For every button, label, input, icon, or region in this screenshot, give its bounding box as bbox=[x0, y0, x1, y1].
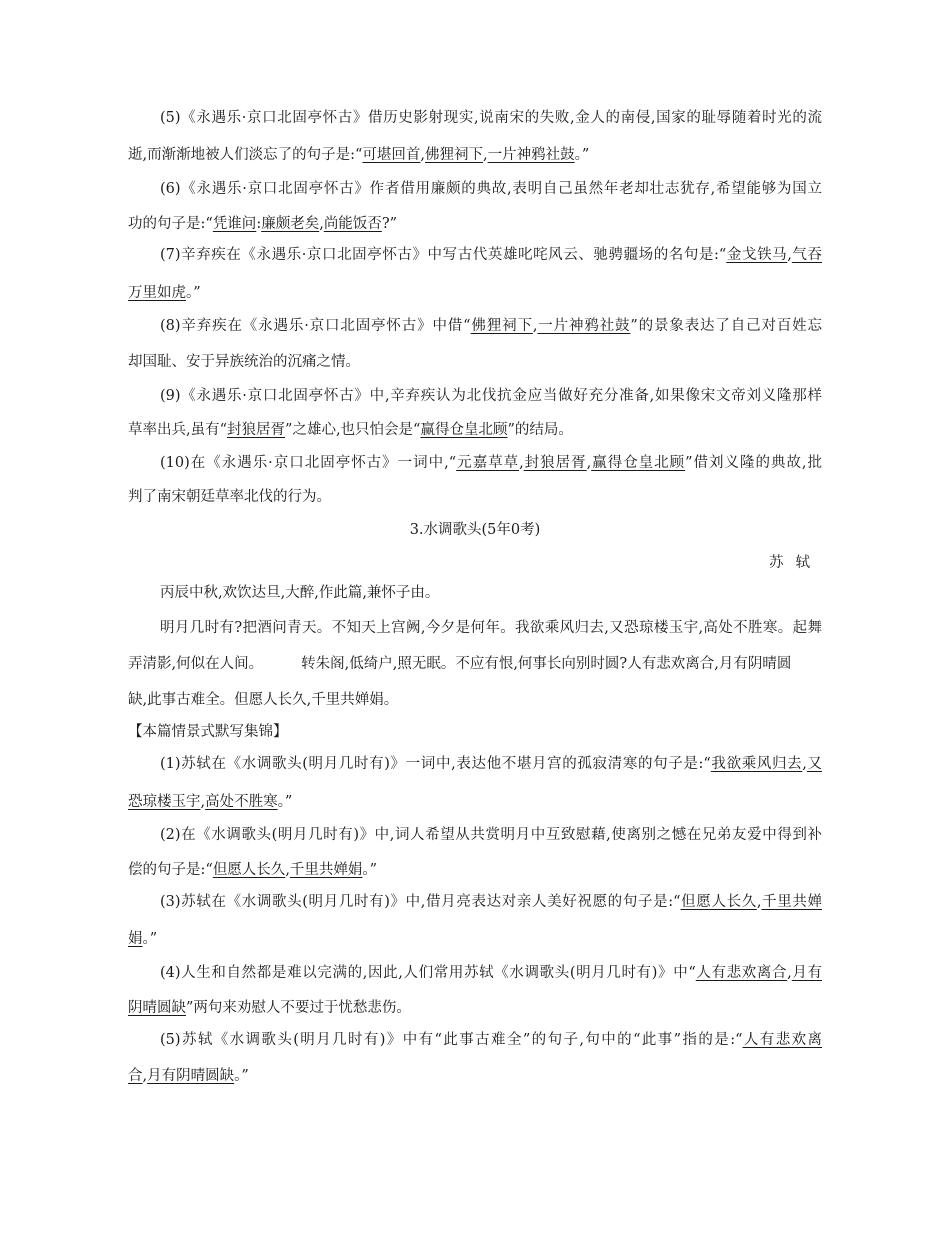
text-span: (5)苏轼《水调歌头(明月几时有)》中有“此事古难全”的句子,句中的“此事”指的是:“ bbox=[160, 1032, 743, 1048]
question-2-line-1 bbox=[160, 825, 822, 845]
punct: 。” bbox=[574, 147, 590, 163]
item-9-line-1 bbox=[160, 386, 822, 406]
punct: , bbox=[802, 756, 807, 772]
answer-underline: 一片神鸦社鼓 bbox=[537, 318, 631, 334]
punct: , bbox=[285, 862, 290, 878]
question-2-line-2 bbox=[128, 860, 822, 880]
section-title bbox=[128, 722, 822, 742]
poem-text: 弄清影,何似在人间。 bbox=[128, 656, 264, 672]
poem-preface-text: 丙辰中秋,欢饮达旦,大醉,作此篇,兼怀子由。 bbox=[160, 585, 440, 601]
question-1-line-1 bbox=[160, 754, 822, 774]
answer-underline: 娟 bbox=[128, 931, 143, 947]
poem-line-3 bbox=[128, 690, 822, 710]
item-7-line-1 bbox=[160, 245, 822, 265]
answer-underline: 凭谁问 bbox=[212, 216, 257, 232]
answer-underline: 封狼居胥 bbox=[523, 455, 587, 471]
text-span: 草率出兵,虽有“ bbox=[128, 422, 228, 438]
punct: , bbox=[787, 247, 792, 263]
answer-underline: 我欲乘风归去 bbox=[710, 756, 803, 772]
answer-underline: 廉颇老矣 bbox=[261, 216, 320, 232]
answer-underline: 元嘉草草 bbox=[456, 455, 520, 471]
answer-underline: 又 bbox=[806, 756, 822, 772]
punct: 。” bbox=[142, 931, 158, 947]
poem-text: 明月几时有?把酒问青天。不知天上宫阙,今夕是何年。我欲乘风归去,又恐琼楼玉宇,高处不胜寒。起舞 bbox=[160, 620, 822, 636]
text-span: (5)《永遇乐·京口北固亭怀古》借历史影射现实,说南宋的失败,金人的南侵,国家的耻辱随着时光的流 bbox=[160, 110, 822, 126]
punct: 。” bbox=[362, 862, 378, 878]
poem-title bbox=[0, 520, 950, 540]
punct: , bbox=[519, 455, 524, 471]
answer-underline: 封狼居胥 bbox=[227, 422, 286, 438]
text-span: (3)苏轼在《水调歌头(明月几时有)》中,借月亮表达对亲人美好祝愿的句子是:“ bbox=[160, 894, 681, 910]
poem-line-1 bbox=[160, 618, 822, 638]
question-5-line-1 bbox=[160, 1030, 822, 1050]
question-4-line-1 bbox=[160, 963, 822, 983]
item-6-line-2 bbox=[128, 214, 822, 234]
text-span: (8)辛弃疾在《永遇乐·京口北固亭怀古》中借“ bbox=[160, 318, 471, 334]
answer-underline: 人有悲欢离合 bbox=[695, 965, 788, 981]
text-span: 功的句子是:“ bbox=[128, 216, 213, 232]
item-10-line-1 bbox=[160, 453, 822, 473]
text-span: 偿的句子是:“ bbox=[128, 862, 213, 878]
punct: , bbox=[756, 894, 762, 910]
punct: , bbox=[586, 455, 592, 471]
answer-underline: 佛狸祠下 bbox=[470, 318, 533, 334]
answer-underline: 人有悲欢离 bbox=[742, 1032, 822, 1048]
answer-underline: 恐琼楼玉宇 bbox=[128, 794, 201, 810]
punct: , bbox=[420, 147, 426, 163]
answer-underline: 赢得仓皇北顾 bbox=[420, 422, 508, 438]
text-span: (2)在《水调歌头(明月几时有)》中,词人希望从共赏明月中互致慰藉,使离别之憾在兄弟友爱中得到补 bbox=[160, 827, 822, 843]
question-4-line-2 bbox=[128, 998, 822, 1018]
answer-underline: 气吞 bbox=[791, 247, 822, 263]
punct: , bbox=[142, 1068, 148, 1084]
text-span: (6)《永遇乐·京口北固亭怀古》作者借用廉颇的典故,表明自己虽然年老却壮志犹存,希望能够为国立 bbox=[160, 181, 822, 197]
section-title-text: 【本篇情景式默写集锦】 bbox=[128, 724, 288, 740]
text-span: ”借刘义隆的典故,批 bbox=[685, 455, 822, 471]
text-span: ”之雄心,也只怕会是“ bbox=[285, 422, 421, 438]
answer-underline: 可堪回首 bbox=[362, 147, 421, 163]
poem-line-2 bbox=[128, 654, 822, 674]
punct: , bbox=[532, 318, 538, 334]
punct: , bbox=[483, 147, 488, 163]
punct: , bbox=[787, 965, 792, 981]
text-span: 逝,而渐渐地被人们淡忘了的句子是:“ bbox=[128, 147, 363, 163]
answer-underline: 万里如虎 bbox=[128, 285, 186, 301]
question-1-line-2 bbox=[128, 792, 822, 812]
answer-underline: 阴晴圆缺 bbox=[128, 1000, 186, 1016]
text-span: (1)苏轼在《水调歌头(明月几时有)》一词中,表达他不堪月宫的孤寂清寒的句子是:“ bbox=[160, 756, 711, 772]
answer-underline: 佛狸祠下 bbox=[425, 147, 484, 163]
item-10-line-2 bbox=[128, 487, 822, 507]
text-span: (10)在《永遇乐·京口北固亭怀古》一词中,“ bbox=[160, 455, 457, 471]
punct: ?” bbox=[381, 216, 397, 232]
text-span: 却国耻、安于异族统治的沉痛之情。 bbox=[128, 354, 360, 370]
text-span: (4)人生和自然都是难以完满的,因此,人们常用苏轼《水调歌头(明月几时有)》中“ bbox=[160, 965, 696, 981]
answer-underline: 一片神鸦社鼓 bbox=[487, 147, 575, 163]
text-span: 判了南宋朝廷草率北伐的行为。 bbox=[128, 489, 331, 505]
answer-underline: 合 bbox=[128, 1068, 143, 1084]
item-7-line-2 bbox=[128, 283, 822, 303]
answer-underline: 但愿人长久 bbox=[212, 862, 286, 878]
answer-underline: 千里共婵 bbox=[761, 894, 822, 910]
item-5-line-1 bbox=[160, 108, 822, 128]
question-5-line-2 bbox=[128, 1066, 822, 1086]
punct: 。” bbox=[186, 285, 201, 301]
item-5-line-2 bbox=[128, 145, 822, 165]
answer-underline: 但愿人长久 bbox=[680, 894, 757, 910]
poem-text: 缺,此事古难全。但愿人长久,千里共婵娟。 bbox=[128, 692, 399, 708]
item-8-line-1 bbox=[160, 316, 822, 336]
question-3-line-2 bbox=[128, 929, 822, 949]
answer-underline: 月有阴晴圆缺 bbox=[147, 1068, 235, 1084]
text-span: (7)辛弃疾在《永遇乐·京口北固亭怀古》中写古代英雄叱咤风云、驰骋疆场的名句是:“ bbox=[160, 247, 727, 263]
text-span: ”两句来劝慰人不要过于忧愁悲伤。 bbox=[186, 1000, 411, 1016]
answer-underline: 高处不胜寒 bbox=[205, 794, 278, 810]
punct: 。” bbox=[277, 794, 293, 810]
answer-underline: 尚能饭否 bbox=[323, 216, 382, 232]
poem-preface bbox=[160, 583, 822, 603]
poem-title-text: 3.水调歌头(5年0考) bbox=[409, 522, 541, 538]
punct: 。” bbox=[234, 1068, 249, 1084]
punct: : bbox=[256, 216, 262, 232]
poem-text: 转朱阁,低绮户,照无眠。不应有恨,何事长向别时圆?人有悲欢离合,月有阴晴圆 bbox=[301, 656, 792, 672]
text-span: (9)《永遇乐·京口北固亭怀古》中,辛弃疾认为北伐抗金应当做好充分准备,如果像宋文帝刘义隆那样 bbox=[160, 388, 822, 404]
punct: , bbox=[319, 216, 324, 232]
answer-underline: 金戈铁马 bbox=[726, 247, 788, 263]
item-8-line-2 bbox=[128, 352, 822, 372]
question-3-line-1 bbox=[160, 892, 822, 912]
poem-author-text: 苏轼 bbox=[769, 555, 822, 571]
item-9-line-2 bbox=[128, 420, 822, 440]
item-6-line-1 bbox=[160, 179, 822, 199]
answer-underline: 千里共婵娟 bbox=[289, 862, 363, 878]
punct: , bbox=[200, 794, 206, 810]
text-span: ”的结局。 bbox=[507, 422, 573, 438]
text-span: ”的景象表达了自己对百姓忘 bbox=[630, 318, 822, 334]
poem-author bbox=[128, 553, 822, 573]
answer-underline: 月有 bbox=[791, 965, 822, 981]
answer-underline: 赢得仓皇北顾 bbox=[591, 455, 686, 471]
